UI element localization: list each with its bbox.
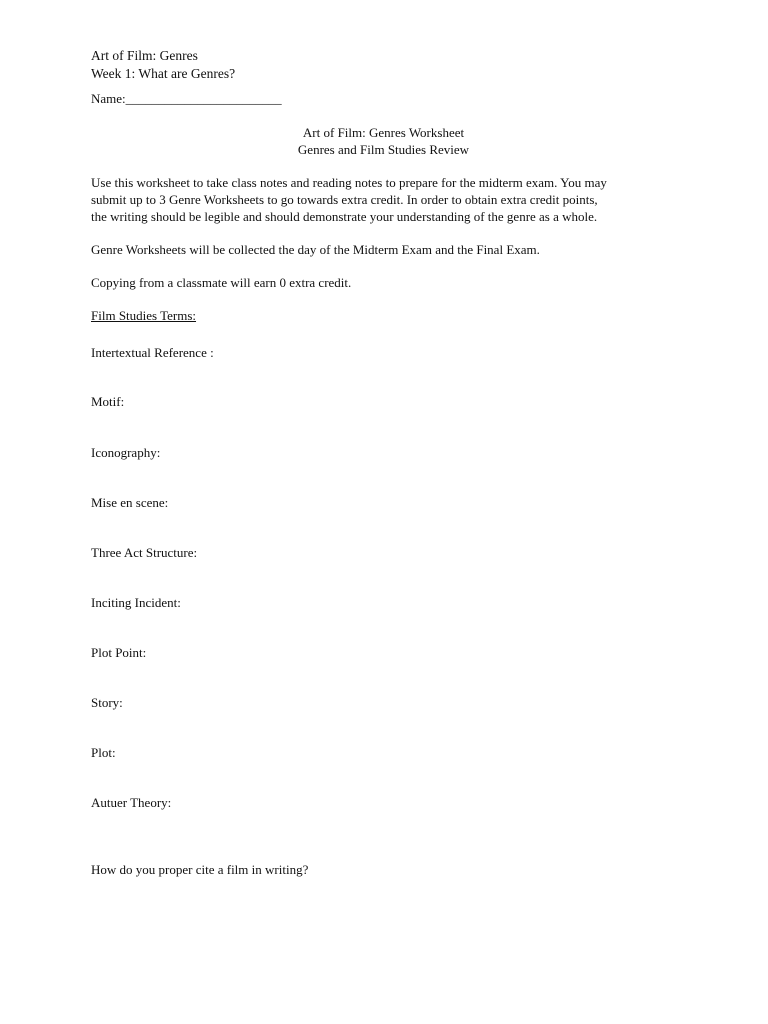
term-story: Story: [91,695,123,710]
collection-note: Genre Worksheets will be collected the day of the Midterm Exam and the Final Exam. [91,242,540,257]
name-label: Name: [91,91,126,106]
citation-question: How do you proper cite a film in writing? [91,862,309,877]
week-title: Week 1: What are Genres? [91,66,236,81]
terms-heading: Film Studies Terms: [91,308,197,323]
worksheet-title: Art of Film: Genres Worksheet [302,125,465,140]
term-intertextual-reference: Intertextual Reference : [91,345,214,360]
intro-line: Use this worksheet to take class notes and reading notes to prepare for the midterm exam. You may [91,175,607,190]
term-iconography: Iconography: [91,445,161,460]
copying-note: Copying from a classmate will earn 0 extra credit. [91,275,352,290]
name-row [91,90,691,107]
term-mise-en-scene: Mise en scene: [91,495,169,510]
course-title: Art of Film: Genres [91,48,198,63]
term-three-act-structure: Three Act Structure: [91,545,198,560]
term-motif: Motif: [91,394,125,409]
term-autuer-theory: Autuer Theory: [91,795,172,810]
intro-paragraph [91,174,681,225]
name-blank: ________________________ [125,91,282,106]
intro-line: the writing should be legible and should demonstrate your understanding of the genre as a whole. [91,209,598,224]
term-plot: Plot: [91,745,116,760]
term-inciting-incident: Inciting Incident: [91,595,181,610]
worksheet-heading [91,124,676,158]
worksheet-subtitle: Genres and Film Studies Review [297,142,470,157]
intro-line: submit up to 3 Genre Worksheets to go towards extra credit. In order to obtain extra credit points, [91,192,598,207]
worksheet-page [91,47,691,324]
term-plot-point: Plot Point: [91,645,147,660]
